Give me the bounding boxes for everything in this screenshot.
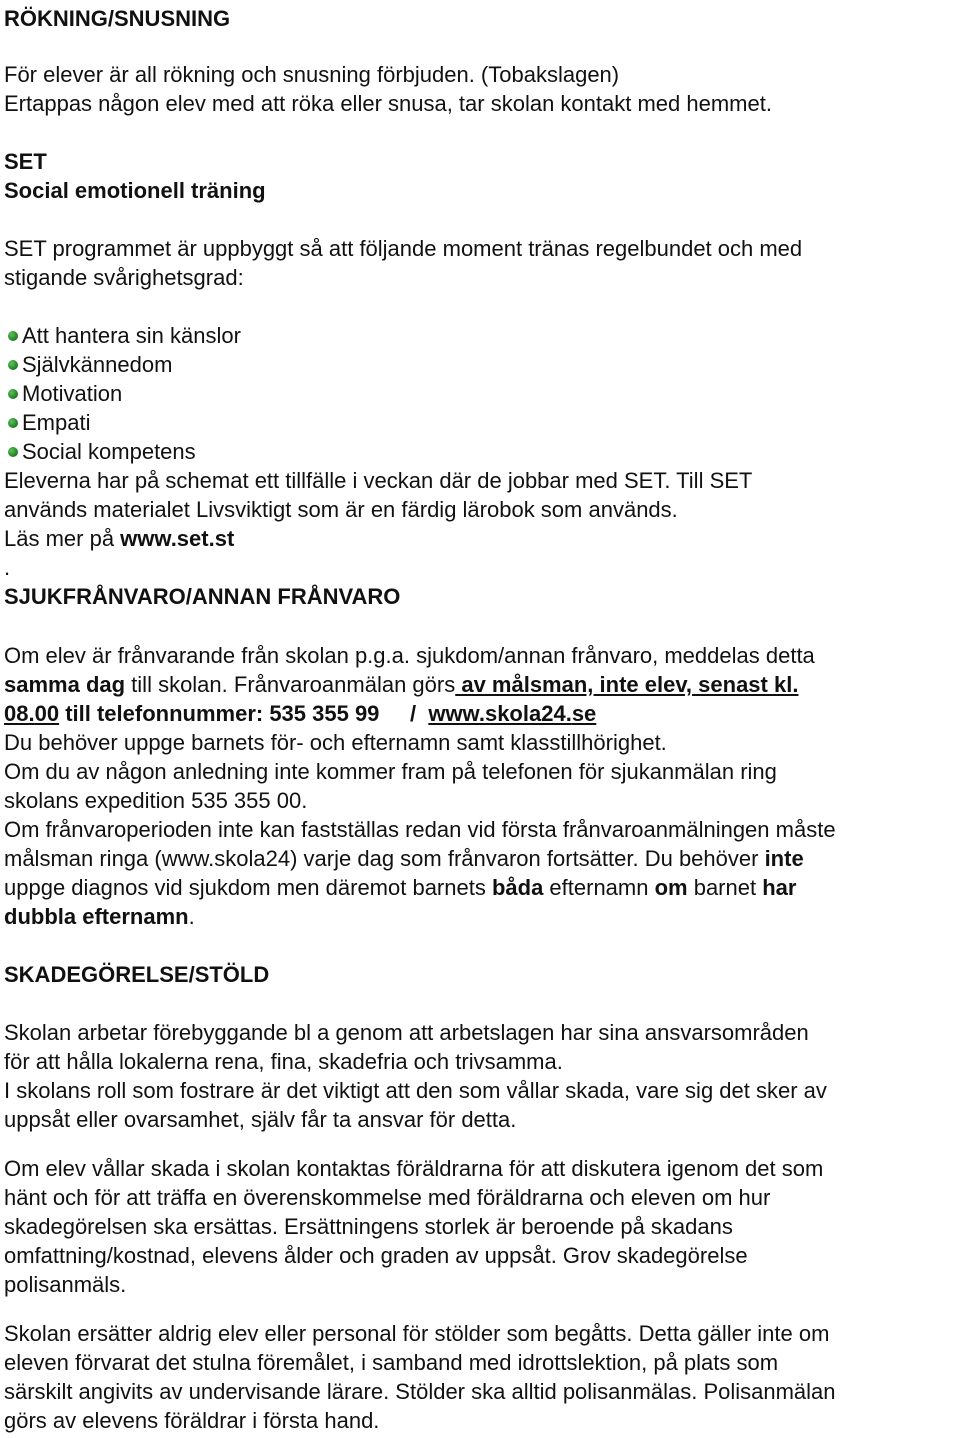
bullet-icon (8, 389, 18, 399)
absence-text-line: Om elev är frånvarande från skolan p.g.a. sjukdom/annan frånvaro, meddelas detta (4, 643, 815, 668)
damage-text-line: för att hålla lokalerna rena, fina, skadefria och trivsamma. (4, 1049, 563, 1074)
bullet-icon (8, 360, 18, 370)
damage-text-line: uppsåt eller ovarsamhet, själv får ta ansvar för detta. (4, 1107, 517, 1132)
smoking-text-line: För elever är all rökning och snusning förbjuden. (Tobakslagen) (4, 62, 620, 87)
bullet-list-item: Att hantera sin känslor (8, 321, 241, 350)
set-intro-line: SET programmet är uppbyggt så att följande moment tränas regelbundet och med (4, 236, 803, 261)
damage-text-line: Om elev vållar skada i skolan kontaktas föräldrarna för att diskutera igenom det som (4, 1156, 824, 1181)
absence-text-line: Om du av någon anledning inte kommer fram på telefonen för sjukanmälan ring (4, 759, 777, 784)
bullet-icon (8, 447, 18, 457)
set-text-line: Eleverna har på schemat ett tillfälle i veckan där de jobbar med SET. Till SET (4, 468, 753, 493)
absence-text-line: samma dag till skolan. Frånvaroanmälan görs av målsman, inte elev, senast kl. (4, 672, 799, 697)
smoking-heading: RÖKNING/SNUSNING (4, 6, 231, 31)
damage-text-line: hänt och för att träffa en överenskommelse med föräldrarna och eleven om hur (4, 1185, 771, 1210)
absence-text-line: uppge diagnos vid sjukdom men däremot barnets båda efternamn om barnet har (4, 875, 797, 900)
damage-text-line: eleven förvarat det stulna föremålet, i samband med idrottslektion, på plats som (4, 1350, 779, 1375)
set-website-link[interactable]: www.set.st (120, 526, 235, 551)
absence-text-line: Du behöver uppge barnets för- och efternamn samt klasstillhörighet. (4, 730, 667, 755)
damage-text-line: Skolan ersätter aldrig elev eller personal för stölder som begåtts. Detta gäller inte om (4, 1321, 830, 1346)
skola24-link[interactable]: www.skola24.se (428, 701, 597, 726)
bullet-icon (8, 331, 18, 341)
damage-text-line: Skolan arbetar förebyggande bl a genom att arbetslagen har sina ansvarsområden (4, 1020, 809, 1045)
absence-phone-line: 08.00 till telefonnummer: 535 355 99 / www.skola24.se (4, 701, 597, 726)
absence-text-line: målsman ringa (www.skola24) varje dag som frånvaron fortsätter. Du behöver inte (4, 846, 804, 871)
damage-text-line: görs av elevens föräldrar i första hand. (4, 1408, 380, 1433)
damage-text-line: I skolans roll som fostrare är det viktigt att den som vållar skada, vare sig det sker av (4, 1078, 827, 1103)
damage-text-line: polisanmäls. (4, 1272, 127, 1297)
absence-text-line: dubbla efternamn. (4, 904, 195, 929)
absence-heading: SJUKFRÅNVARO/ANNAN FRÅNVARO (4, 584, 401, 609)
bullet-list-item: Motivation (8, 379, 122, 408)
damage-text-line: skadegörelsen ska ersättas. Ersättningens storlek är beroende på skadans (4, 1214, 733, 1239)
bullet-list-item: Självkännedom (8, 350, 172, 379)
set-heading: SET (4, 149, 47, 174)
stray-dot: . (4, 555, 11, 580)
set-readmore: Läs mer på www.set.st (4, 526, 235, 551)
bullet-list-item: Social kompetens (8, 437, 196, 466)
bullet-list-item: Empati (8, 408, 90, 437)
set-intro-line: stigande svårighetsgrad: (4, 265, 244, 290)
set-text-line: används materialet Livsviktigt som är en färdig lärobok som används. (4, 497, 678, 522)
bullet-icon (8, 418, 18, 428)
set-subheading: Social emotionell träning (4, 178, 266, 203)
smoking-text-line: Ertappas någon elev med att röka eller snusa, tar skolan kontakt med hemmet. (4, 91, 772, 116)
absence-text-line: skolans expedition 535 355 00. (4, 788, 308, 813)
damage-text-line: omfattning/kostnad, elevens ålder och graden av uppsåt. Grov skadegörelse (4, 1243, 748, 1268)
damage-heading: SKADEGÖRELSE/STÖLD (4, 962, 270, 987)
damage-text-line: särskilt angivits av undervisande lärare. Stölder ska alltid polisanmälas. Polisanmälan (4, 1379, 836, 1404)
absence-text-line: Om frånvaroperioden inte kan fastställas redan vid första frånvaroanmälningen måste (4, 817, 836, 842)
